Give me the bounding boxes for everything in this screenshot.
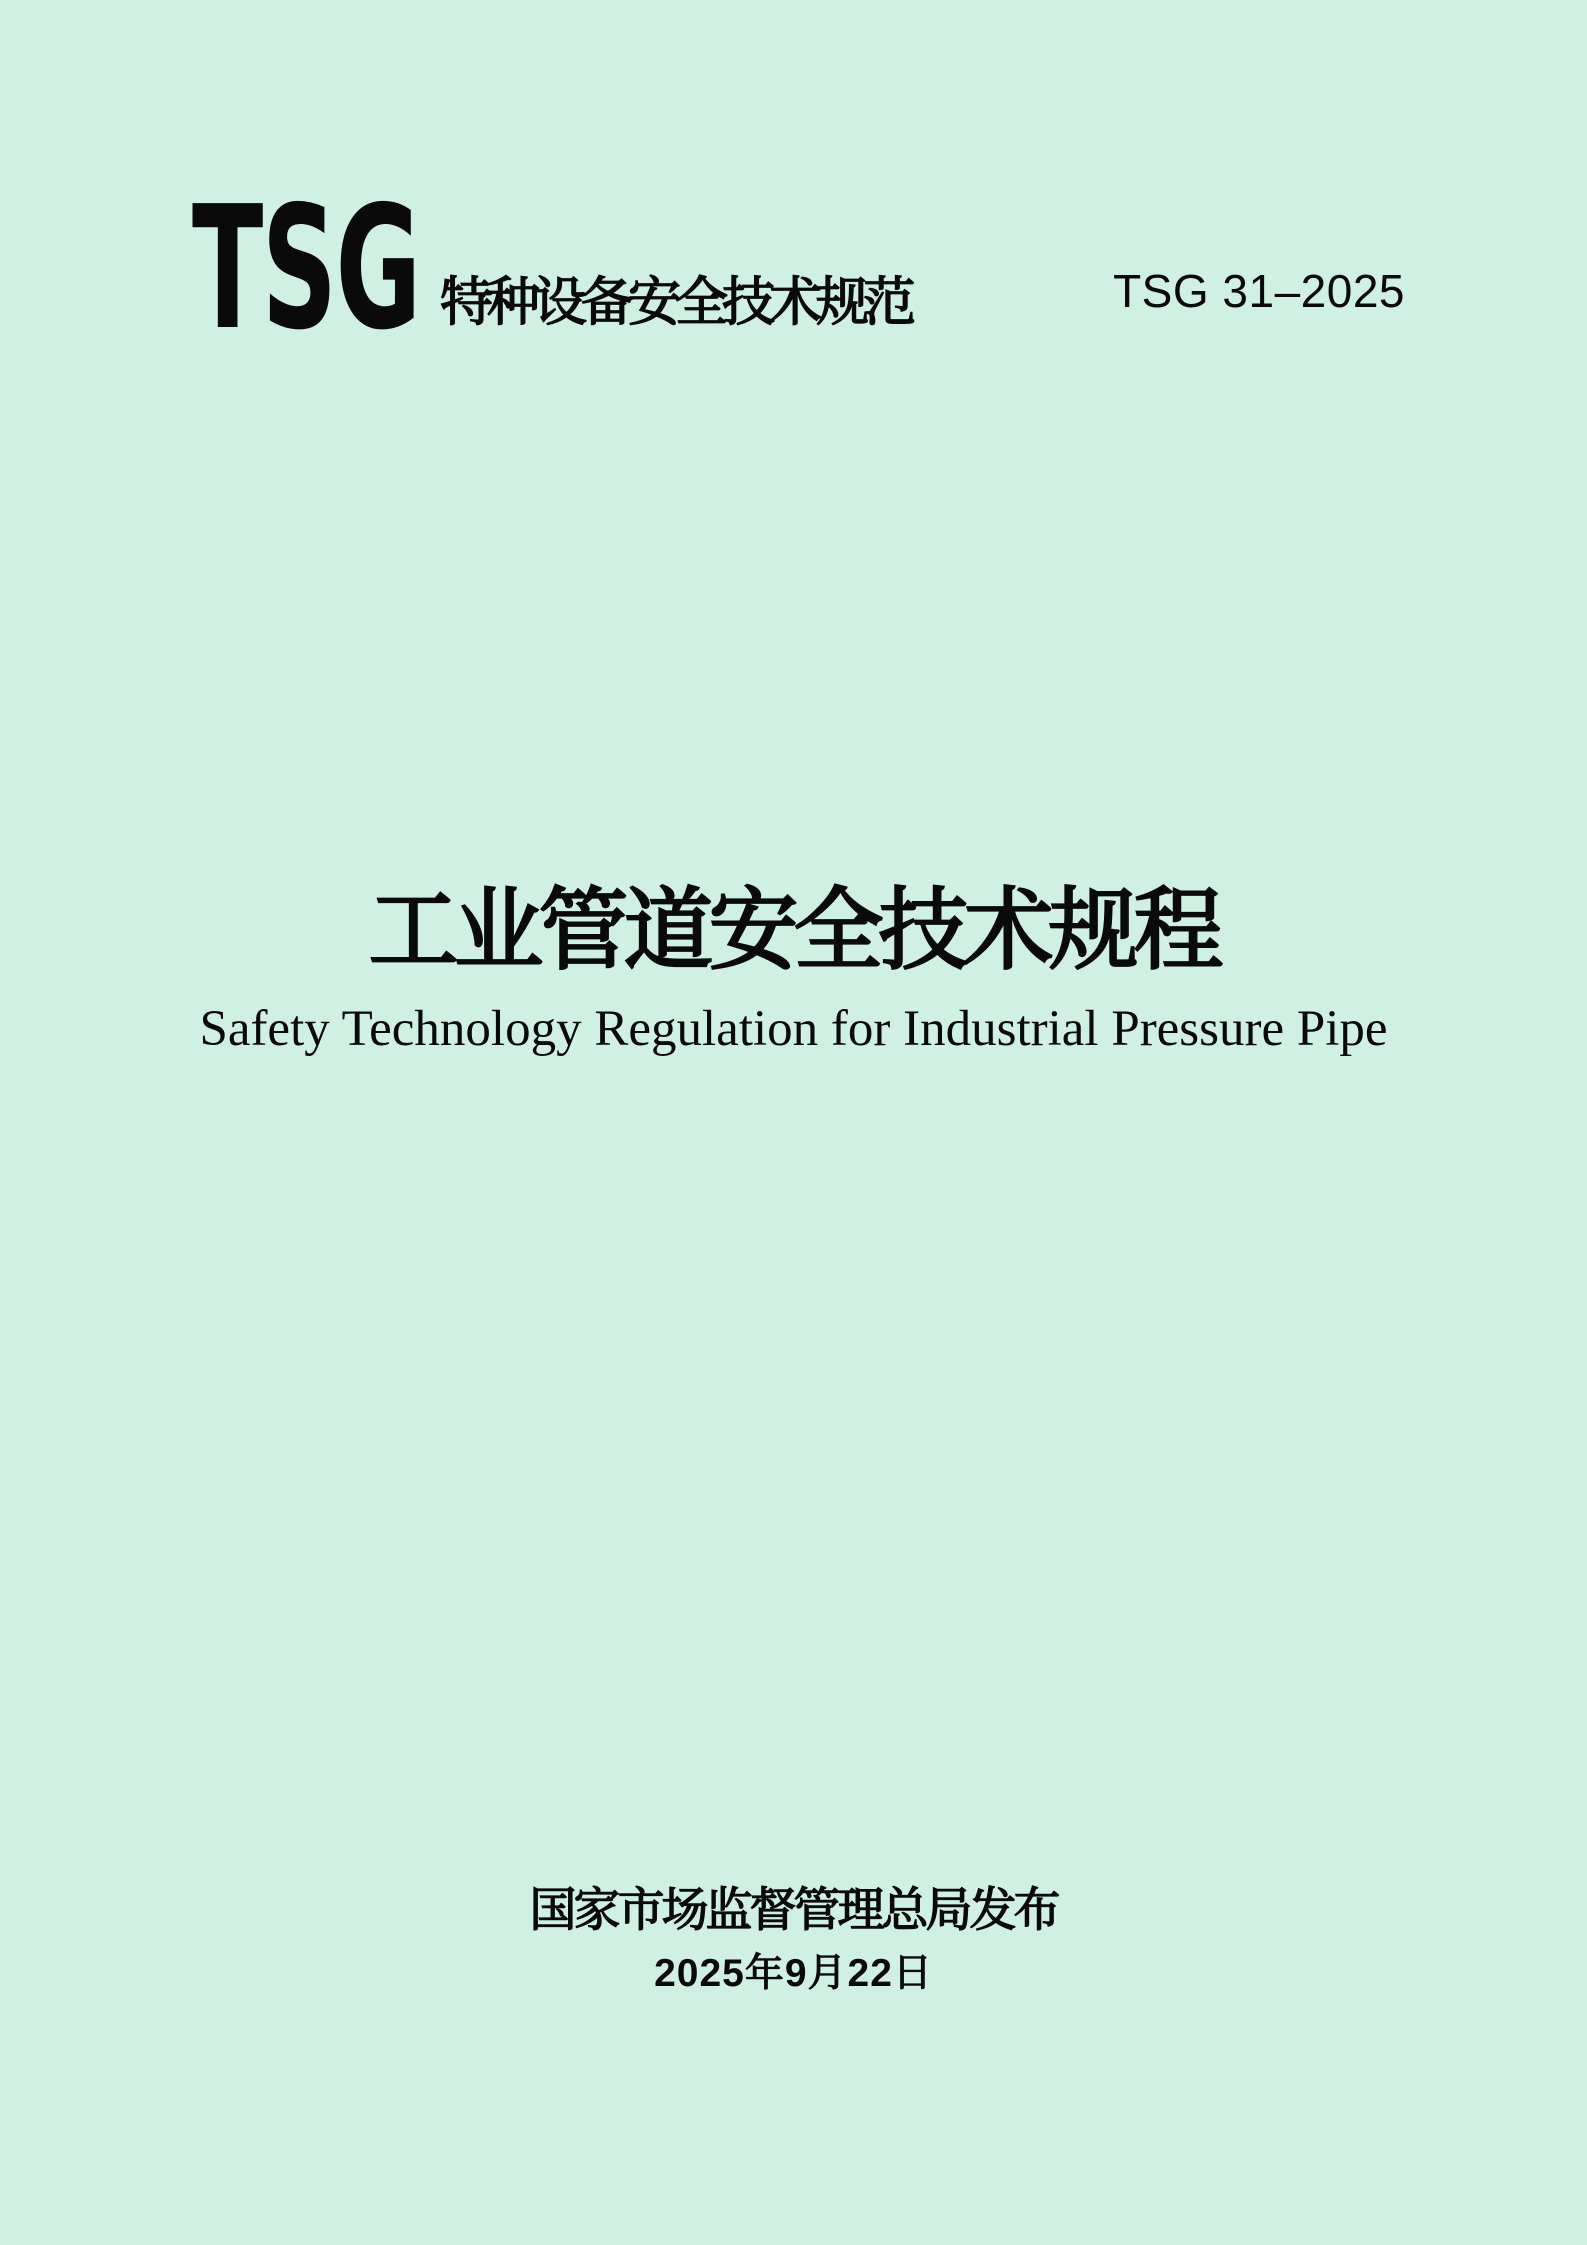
doc-number: TSG 31–2025 [1113,265,1405,317]
series-label: 特种设备安全技术规范 [440,273,910,332]
document-title-chinese: 工业管道安全技术规程 [368,881,1219,981]
publisher-line: 国家市场监督管理总局发布 [529,1883,1058,1936]
publish-date: 2025年9月22日 [654,1952,933,1995]
tsg-logo: TSG [192,170,420,368]
document-title-english: Safety Technology Regulation for Industrial Pressure Pipe [199,1001,1388,1057]
